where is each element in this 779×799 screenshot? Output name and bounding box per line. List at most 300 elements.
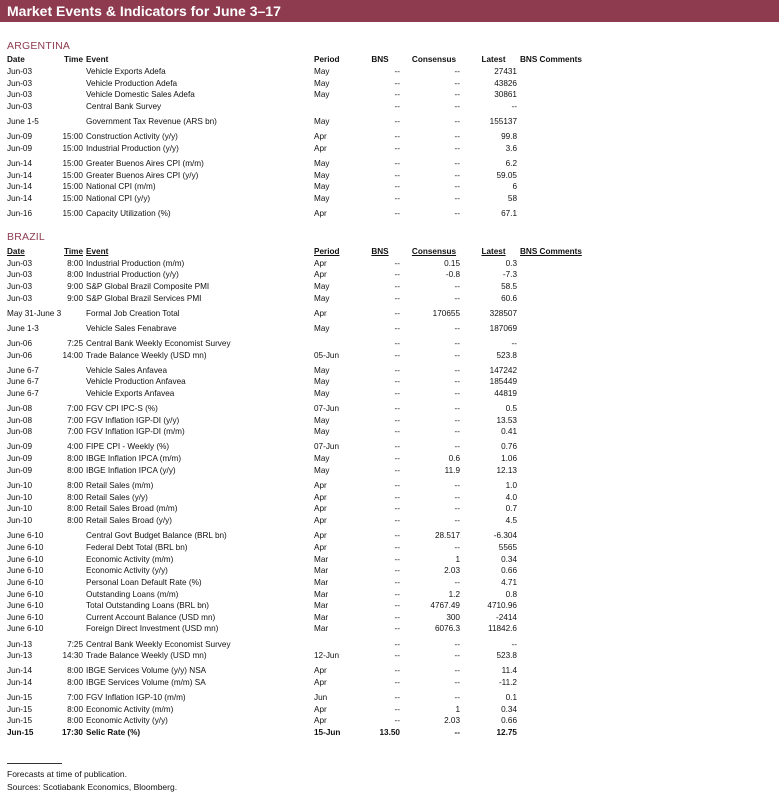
cell-cons: -- (454, 516, 460, 525)
cell-latest: 12.75 (496, 728, 517, 737)
cell-cons: 1 (455, 555, 460, 564)
cell-bns: -- (394, 693, 400, 702)
cell-date: Jun-10 (7, 481, 33, 490)
cell-date: Jun-09 (7, 442, 33, 451)
cell-event: IBGE Inflation IPCA (m/m) (86, 454, 182, 463)
cell-bns: -- (394, 79, 400, 88)
cell-event: Central Bank Survey (86, 102, 162, 111)
cell-latest: 12.13 (496, 466, 517, 475)
cell-event: IBGE Inflation IPCA (y/y) (86, 466, 176, 475)
cell-time: 8:00 (67, 454, 83, 463)
cell-time: 15:00 (62, 132, 83, 141)
cell-date: June 6-10 (7, 624, 44, 633)
header-latest: Latest (481, 247, 506, 256)
table-row (0, 650, 779, 661)
cell-latest: 43826 (494, 79, 517, 88)
cell-date: Jun-08 (7, 404, 33, 413)
cell-latest: 0.76 (501, 442, 517, 451)
cell-cons: -- (454, 504, 460, 513)
cell-cons: -- (454, 182, 460, 191)
cell-time: 8:00 (67, 481, 83, 490)
cell-event: Retail Sales (y/y) (86, 493, 148, 502)
cell-date: Jun-14 (7, 171, 33, 180)
cell-cons: 0.15 (444, 259, 460, 268)
cell-cons: -- (454, 481, 460, 490)
cell-bns: -- (394, 282, 400, 291)
cell-event: Economic Activity (m/m) (86, 705, 174, 714)
cell-cons: -- (454, 194, 460, 203)
cell-bns: -- (394, 705, 400, 714)
cell-event: Industrial Production (y/y) (86, 144, 179, 153)
cell-date: May 31-June 3 (7, 309, 62, 318)
cell-period: Apr (314, 481, 327, 490)
cell-bns: 13.50 (379, 728, 400, 737)
cell-time: 15:00 (62, 209, 83, 218)
cell-date: Jun-14 (7, 159, 33, 168)
cell-latest: 59.05 (496, 171, 517, 180)
cell-cons: -- (454, 377, 460, 386)
cell-latest: 0.5 (505, 404, 517, 413)
cell-latest: 0.34 (501, 555, 517, 564)
cell-cons: -- (454, 79, 460, 88)
cell-period: May (314, 466, 330, 475)
cell-event: FGV Inflation IGP-DI (m/m) (86, 427, 185, 436)
cell-period: Apr (314, 543, 327, 552)
cell-period: 05-Jun (314, 351, 340, 360)
cell-period: Apr (314, 493, 327, 502)
cell-bns: -- (394, 159, 400, 168)
cell-latest: 4710.96 (487, 601, 517, 610)
cell-latest: -11.2 (498, 678, 517, 687)
cell-bns: -- (394, 377, 400, 386)
cell-event: FGV CPI IPC-S (%) (86, 404, 158, 413)
cell-cons: 170655 (432, 309, 460, 318)
cell-cons: -- (454, 442, 460, 451)
cell-date: Jun-03 (7, 90, 33, 99)
cell-cons: -- (454, 294, 460, 303)
cell-period: May (314, 90, 330, 99)
table-row (0, 258, 779, 269)
cell-bns: -- (394, 427, 400, 436)
cell-period: May (314, 79, 330, 88)
cell-date: June 6-7 (7, 366, 39, 375)
cell-bns: -- (394, 678, 400, 687)
cell-latest: 1.06 (501, 454, 517, 463)
cell-latest: 3.6 (505, 144, 517, 153)
cell-cons: -- (454, 282, 460, 291)
cell-event: S&P Global Brazil Services PMI (86, 294, 202, 303)
cell-event: Federal Debt Total (BRL bn) (86, 543, 188, 552)
table-row (0, 388, 779, 399)
footnote-forecasts: Forecasts at time of publication. (7, 769, 128, 779)
cell-date: June 1-3 (7, 324, 39, 333)
cell-event: Vehicle Exports Adefa (86, 67, 166, 76)
cell-period: May (314, 454, 330, 463)
header-bns: BNS (371, 55, 389, 64)
table-row (0, 600, 779, 611)
cell-latest: 58 (507, 194, 517, 203)
cell-period: Apr (314, 716, 327, 725)
cell-cons: -- (454, 693, 460, 702)
cell-date: Jun-16 (7, 209, 33, 218)
cell-date: Jun-10 (7, 516, 33, 525)
cell-cons: 6076.3 (434, 624, 460, 633)
cell-cons: 0.6 (448, 454, 460, 463)
table-row (0, 665, 779, 676)
cell-latest: 147242 (489, 366, 517, 375)
cell-bns: -- (394, 144, 400, 153)
cell-time: 15:00 (62, 182, 83, 191)
table-row (0, 415, 779, 426)
cell-latest: 11842.6 (488, 624, 517, 633)
cell-event: Greater Buenos Aires CPI (y/y) (86, 171, 199, 180)
cell-bns: -- (394, 493, 400, 502)
table-row (0, 376, 779, 387)
cell-period: Apr (314, 270, 327, 279)
cell-bns: -- (394, 366, 400, 375)
cell-latest: -- (511, 339, 517, 348)
cell-latest: 44819 (494, 389, 517, 398)
cell-period: Apr (314, 132, 327, 141)
cell-event: Retail Sales Broad (y/y) (86, 516, 173, 525)
cell-latest: 185449 (489, 377, 517, 386)
cell-date: Jun-10 (7, 493, 33, 502)
cell-time: 15:00 (62, 171, 83, 180)
cell-latest: 523.8 (496, 351, 517, 360)
cell-time: 7:00 (67, 416, 83, 425)
table-row (0, 338, 779, 349)
cell-bns: -- (394, 555, 400, 564)
cell-bns: -- (394, 566, 400, 575)
cell-period: Mar (314, 624, 329, 633)
cell-time: 8:00 (67, 493, 83, 502)
cell-time: 8:00 (67, 504, 83, 513)
cell-cons: -- (454, 389, 460, 398)
cell-time: 4:00 (67, 442, 83, 451)
header-time: Time (64, 247, 83, 256)
cell-period: Apr (314, 516, 327, 525)
table-row (0, 89, 779, 100)
cell-latest: 328507 (489, 309, 517, 318)
cell-event: Government Tax Revenue (ARS bn) (86, 117, 217, 126)
cell-cons: -- (454, 209, 460, 218)
cell-date: Jun-08 (7, 427, 33, 436)
cell-latest: 11.4 (501, 666, 517, 675)
cell-event: Outstanding Loans (m/m) (86, 590, 179, 599)
table-row (0, 677, 779, 688)
cell-event: National CPI (m/m) (86, 182, 156, 191)
cell-date: June 6-10 (7, 543, 44, 552)
cell-period: Apr (314, 144, 327, 153)
brazil-column-header (0, 246, 779, 257)
cell-event: Vehicle Exports Anfavea (86, 389, 175, 398)
cell-cons: 4767.49 (430, 601, 460, 610)
cell-latest: 0.8 (505, 590, 517, 599)
cell-date: June 6-10 (7, 578, 44, 587)
cell-bns: -- (394, 389, 400, 398)
header-latest: Latest (481, 55, 506, 64)
cell-date: Jun-06 (7, 339, 33, 348)
cell-date: Jun-09 (7, 132, 33, 141)
cell-date: Jun-06 (7, 351, 33, 360)
cell-date: June 6-10 (7, 566, 44, 575)
cell-date: Jun-03 (7, 102, 33, 111)
cell-date: June 1-5 (7, 117, 39, 126)
cell-period: Mar (314, 601, 329, 610)
cell-date: Jun-14 (7, 678, 33, 687)
header-bns: BNS (371, 247, 389, 256)
cell-latest: 4.5 (505, 516, 517, 525)
table-row (0, 492, 779, 503)
cell-bns: -- (394, 640, 400, 649)
cell-event: IBGE Services Volume (m/m) SA (86, 678, 206, 687)
table-row (0, 715, 779, 726)
cell-date: June 6-10 (7, 590, 44, 599)
table-row (0, 269, 779, 280)
cell-latest: -2414 (496, 613, 517, 622)
cell-date: Jun-15 (7, 728, 34, 737)
cell-cons: -- (454, 651, 460, 660)
cell-time: 14:00 (62, 351, 83, 360)
cell-cons: 2.03 (444, 716, 460, 725)
table-row (0, 465, 779, 476)
cell-event: Central Bank Weekly Economist Survey (86, 640, 231, 649)
table-row (0, 480, 779, 491)
header-period: Period (314, 55, 340, 64)
cell-period: Apr (314, 705, 327, 714)
cell-bns: -- (394, 601, 400, 610)
cell-period: Mar (314, 566, 329, 575)
cell-date: June 6-10 (7, 601, 44, 610)
cell-bns: -- (394, 716, 400, 725)
cell-bns: -- (394, 90, 400, 99)
cell-event: FGV Inflation IGP-DI (y/y) (86, 416, 180, 425)
section-title-brazil: BRAZIL (7, 231, 45, 243)
cell-bns: -- (394, 481, 400, 490)
table-row (0, 293, 779, 304)
cell-latest: 67.1 (501, 209, 517, 218)
cell-bns: -- (394, 351, 400, 360)
cell-cons: -- (454, 678, 460, 687)
cell-date: June 6-10 (7, 531, 44, 540)
cell-date: Jun-14 (7, 182, 33, 191)
cell-period: Mar (314, 613, 329, 622)
table-row (0, 589, 779, 600)
cell-event: Retail Sales Broad (m/m) (86, 504, 178, 513)
cell-date: Jun-08 (7, 416, 33, 425)
cell-latest: 27431 (494, 67, 517, 76)
header-consensus: Consensus (411, 55, 457, 64)
cell-time: 15:00 (62, 144, 83, 153)
cell-period: Apr (314, 531, 327, 540)
table-row (0, 193, 779, 204)
cell-latest: -- (511, 640, 517, 649)
header-comments: BNS Comments (520, 55, 582, 64)
cell-bns: -- (394, 516, 400, 525)
cell-bns: -- (394, 504, 400, 513)
cell-latest: -7.3 (502, 270, 517, 279)
cell-period: 15-Jun (314, 728, 341, 737)
cell-latest: 0.41 (501, 427, 517, 436)
cell-date: June 6-10 (7, 613, 44, 622)
cell-period: May (314, 294, 330, 303)
cell-event: National CPI (y/y) (86, 194, 151, 203)
cell-event: S&P Global Brazil Composite PMI (86, 282, 210, 291)
cell-bns: -- (394, 339, 400, 348)
cell-time: 8:00 (67, 259, 83, 268)
cell-period: May (314, 377, 330, 386)
cell-event: Total Outstanding Loans (BRL bn) (86, 601, 210, 610)
table-row (0, 66, 779, 77)
cell-latest: -- (511, 102, 517, 111)
cell-event: FIPE CPI - Weekly (%) (86, 442, 170, 451)
cell-cons: 1 (455, 705, 460, 714)
table-row (0, 426, 779, 437)
cell-cons: -- (454, 132, 460, 141)
cell-bns: -- (394, 132, 400, 141)
cell-event: Economic Activity (m/m) (86, 555, 174, 564)
cell-date: Jun-15 (7, 705, 33, 714)
cell-latest: 5565 (498, 543, 517, 552)
cell-period: 12-Jun (314, 651, 340, 660)
cell-date: Jun-03 (7, 259, 33, 268)
table-row (0, 131, 779, 142)
table-row (0, 453, 779, 464)
cell-event: Foreign Direct Investment (USD mn) (86, 624, 219, 633)
cell-latest: 0.66 (501, 566, 517, 575)
cell-latest: -6.304 (493, 531, 517, 540)
table-row (0, 727, 779, 738)
table-row (0, 116, 779, 127)
cell-period: May (314, 324, 330, 333)
cell-period: May (314, 159, 330, 168)
cell-time: 9:00 (67, 282, 83, 291)
cell-cons: -- (454, 427, 460, 436)
cell-date: Jun-14 (7, 194, 33, 203)
cell-event: Vehicle Sales Anfavea (86, 366, 168, 375)
table-row (0, 565, 779, 576)
table-row (0, 554, 779, 565)
cell-time: 7:25 (67, 640, 83, 649)
table-row (0, 692, 779, 703)
cell-latest: 0.3 (505, 259, 517, 268)
cell-period: Apr (314, 309, 327, 318)
cell-latest: 4.0 (505, 493, 517, 502)
cell-event: Construction Activity (y/y) (86, 132, 178, 141)
cell-date: June 6-7 (7, 389, 39, 398)
table-row (0, 530, 779, 541)
cell-period: 07-Jun (314, 404, 340, 413)
cell-period: Jun (314, 693, 328, 702)
cell-event: Formal Job Creation Total (86, 309, 180, 318)
cell-event: Central Bank Weekly Economist Survey (86, 339, 231, 348)
cell-cons: 300 (446, 613, 460, 622)
cell-cons: 11.9 (444, 466, 460, 475)
cell-cons: -- (454, 366, 460, 375)
cell-event: Trade Balance Weekly (USD mn) (86, 351, 207, 360)
header-event: Event (86, 247, 109, 256)
cell-cons: 2.03 (444, 566, 460, 575)
cell-event: IBGE Services Volume (y/y) NSA (86, 666, 207, 675)
cell-bns: -- (394, 209, 400, 218)
cell-period: May (314, 171, 330, 180)
table-row (0, 403, 779, 414)
table-row (0, 281, 779, 292)
cell-bns: -- (394, 194, 400, 203)
table-row (0, 441, 779, 452)
cell-time: 14:30 (62, 651, 83, 660)
table-row (0, 365, 779, 376)
table-row (0, 143, 779, 154)
cell-period: Apr (314, 666, 327, 675)
cell-time: 7:25 (67, 339, 83, 348)
table-row (0, 612, 779, 623)
cell-latest: 99.8 (501, 132, 517, 141)
table-row (0, 78, 779, 89)
header-event: Event (86, 55, 109, 64)
cell-date: Jun-03 (7, 282, 33, 291)
cell-period: May (314, 282, 330, 291)
cell-event: Industrial Production (m/m) (86, 259, 185, 268)
cell-date: Jun-13 (7, 651, 33, 660)
cell-event: Economic Activity (y/y) (86, 716, 168, 725)
cell-event: Selic Rate (%) (86, 728, 141, 737)
cell-bns: -- (394, 309, 400, 318)
cell-period: May (314, 194, 330, 203)
cell-date: June 6-10 (7, 555, 44, 564)
table-row (0, 208, 779, 219)
cell-date: Jun-15 (7, 693, 33, 702)
cell-bns: -- (394, 442, 400, 451)
cell-date: Jun-09 (7, 144, 33, 153)
cell-date: Jun-03 (7, 294, 33, 303)
cell-cons: -- (454, 144, 460, 153)
cell-cons: 28.517 (434, 531, 460, 540)
cell-date: Jun-15 (7, 716, 33, 725)
cell-event: FGV Inflation IGP-10 (m/m) (86, 693, 186, 702)
footnote-sources: Sources: Scotiabank Economics, Bloomberg. (7, 782, 178, 792)
cell-latest: 187069 (489, 324, 517, 333)
cell-cons: -- (454, 640, 460, 649)
cell-time: 7:00 (67, 404, 83, 413)
cell-time: 7:00 (67, 427, 83, 436)
table-row (0, 308, 779, 319)
cell-time: 8:00 (67, 705, 83, 714)
cell-cons: -- (454, 90, 460, 99)
footnote-divider (7, 763, 62, 764)
cell-latest: 1.0 (505, 481, 517, 490)
cell-event: Current Account Balance (USD mn) (86, 613, 216, 622)
cell-date: June 6-7 (7, 377, 39, 386)
cell-time: 8:00 (67, 270, 83, 279)
cell-latest: 0.1 (505, 693, 517, 702)
cell-time: 9:00 (67, 294, 83, 303)
cell-event: Capacity Utilization (%) (86, 209, 171, 218)
table-row (0, 101, 779, 112)
cell-period: Mar (314, 578, 329, 587)
cell-time: 15:00 (62, 159, 83, 168)
cell-cons: -- (454, 404, 460, 413)
cell-latest: 0.7 (505, 504, 517, 513)
cell-cons: -- (454, 339, 460, 348)
header-time: Time (64, 55, 83, 64)
cell-time: 8:00 (67, 666, 83, 675)
cell-latest: 58.5 (501, 282, 517, 291)
cell-event: Vehicle Production Adefa (86, 79, 178, 88)
cell-time: 8:00 (67, 678, 83, 687)
cell-period: Apr (314, 259, 327, 268)
cell-bns: -- (394, 624, 400, 633)
